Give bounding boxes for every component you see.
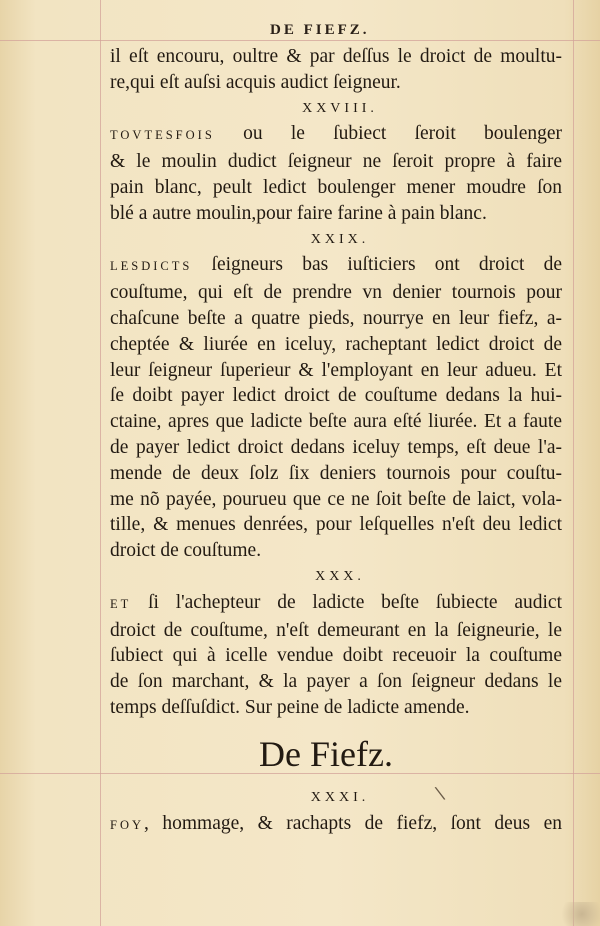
text-line: [110, 538, 562, 564]
text-line: [110, 618, 562, 644]
text-line: [110, 435, 562, 461]
line-text: ſeigneurs bas iuſticiers ont droict de: [192, 254, 562, 276]
text-line: [110, 175, 562, 201]
line-text: couſtume, qui eſt de prendre vn denier tournois pour: [110, 282, 562, 304]
article-number: XXXI.: [310, 789, 370, 805]
text-line: [110, 409, 562, 435]
running-head: DE FIEFZ.: [270, 22, 370, 38]
article-number: XXIX.: [310, 231, 370, 247]
line-text: droict de couſtume.: [110, 540, 262, 562]
text-line: [110, 512, 562, 538]
text-line: [110, 358, 562, 384]
lead-word: ET: [110, 596, 132, 611]
text-line: [110, 280, 562, 306]
line-text: il eſt encouru, oultre & par deſſus le droict de moultu-: [110, 46, 562, 67]
text-line: [110, 121, 562, 149]
margin-rule-top: [0, 40, 600, 41]
line-text: ſi l'achepteur de ladicte beſte ſubiecte audict: [131, 591, 562, 613]
lead-word: LESDICTS: [110, 259, 193, 274]
text-line: [110, 252, 562, 280]
lead-word: TOVTESFOIS: [110, 128, 215, 143]
line-text: tille, & menues denrées, pour leſquelles n'eſt deu ledict: [110, 514, 562, 536]
text-line: [110, 44, 562, 70]
line-text: mende de deux ſolz ſix deniers tournois pour couſtu-: [110, 462, 562, 484]
line-text: de payer ledict droict dedans iceluy temps, eſt deue l'a-: [110, 436, 562, 458]
text-block: [110, 44, 562, 838]
page-corner-stain: [555, 902, 600, 926]
line-text: ſe doibt payer ledict droict de couſtume dedans la hui-: [110, 385, 562, 407]
line-text: , hommage, & rachapts de fiefz, ſont deus en: [144, 812, 562, 834]
text-line: [110, 461, 562, 487]
text-line: [110, 590, 562, 618]
text-line: [110, 149, 562, 175]
text-line: [110, 811, 562, 839]
line-text: me nõ payée, pourueu que ce ne ſoit beſte de laict, vola-: [110, 488, 562, 510]
text-line: [110, 643, 562, 669]
line-text: cheptée & liurée en iceluy, racheptant ledict droict de: [110, 333, 562, 355]
line-text: ſubiect qui à icelle vendue doibt receuoir la couſtume: [110, 645, 562, 667]
text-line: [110, 669, 562, 695]
line-text: chaſcune beſte a quatre pieds, nourrye en leur fiefz, a-: [110, 307, 562, 329]
article-number: XXVIII.: [302, 100, 378, 116]
stray-mark: \: [433, 782, 447, 805]
line-text: droict de couſtume, n'eſt demeurant en la ſeigneurie, le: [110, 619, 562, 641]
line-text: ou le ſubiect ſeroit boulenger: [214, 123, 562, 145]
line-text: de ſon marchant, & la payer a ſon ſeigneur dedans le: [110, 671, 562, 693]
section-title: De Fiefz.: [259, 733, 393, 774]
line-text: ctaine, apres que ladicte beſte aura eſté liurée. Et a faute: [110, 411, 562, 433]
lead-word: FOY: [110, 817, 145, 832]
text-line: [110, 306, 562, 332]
text-line: [110, 695, 562, 721]
line-text: re,qui eſt auſsi acquis audict ſeigneur.: [110, 71, 401, 93]
article-number: XXX.: [315, 568, 365, 584]
line-text: leur ſeigneur ſuperieur & l'employant en leur adueu. Et: [110, 359, 562, 381]
margin-rule-left: [100, 0, 101, 926]
line-text: temps deſſuſdict. Sur peine de ladicte amende.: [110, 696, 470, 718]
text-line: [110, 332, 562, 358]
line-text: & le moulin dudict ſeigneur ne ſeroit propre à faire: [110, 151, 562, 173]
text-line: [110, 70, 562, 96]
line-text: pain blanc, peult ledict boulenger mener moudre ſon: [110, 176, 562, 198]
text-line: [110, 383, 562, 409]
line-text: blé a autre moulin,pour faire farine à pain blanc.: [110, 202, 487, 224]
text-line: [110, 487, 562, 513]
margin-rule-right: [573, 0, 574, 926]
text-line: [110, 201, 562, 227]
